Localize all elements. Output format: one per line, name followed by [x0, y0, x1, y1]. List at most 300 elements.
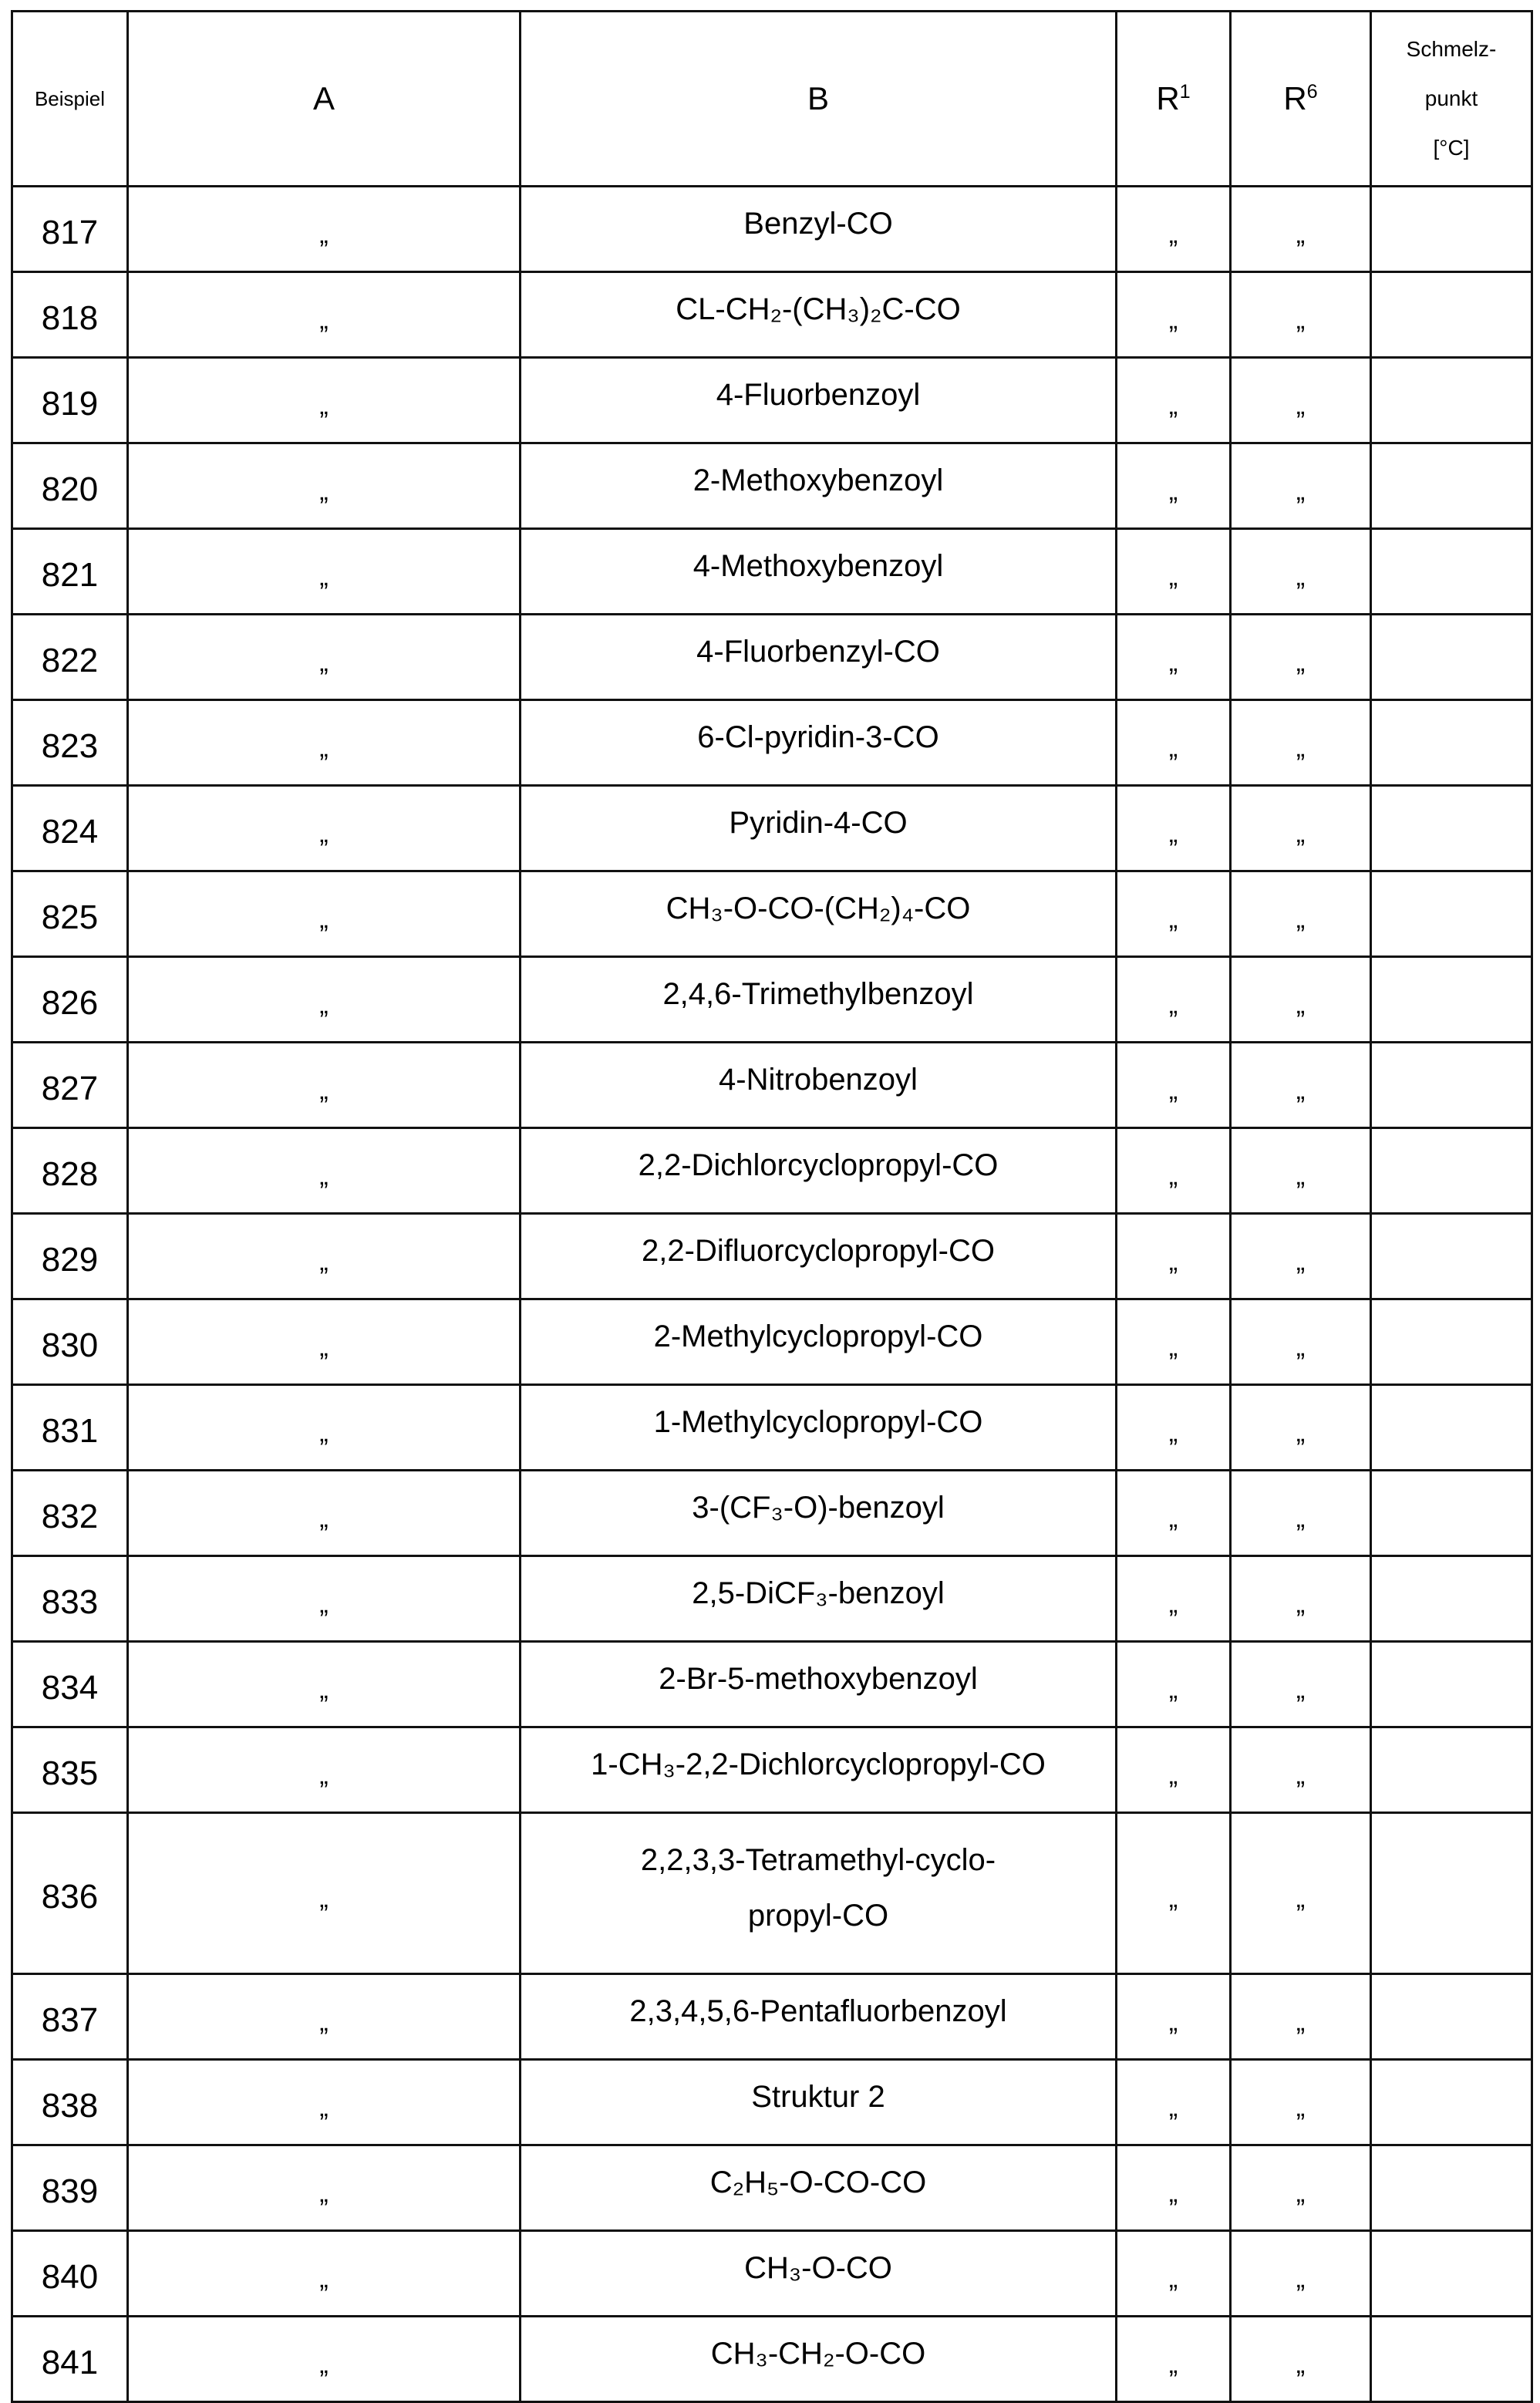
- ditto-mark: „: [1169, 1076, 1178, 1105]
- cell-a: [128, 1974, 521, 2060]
- cell-r6: [1231, 1214, 1371, 1299]
- table-row: [12, 1642, 1532, 1727]
- table-row: [12, 1813, 1532, 1974]
- cell-beispiel: [12, 1642, 128, 1727]
- ditto-mark: „: [1296, 562, 1305, 591]
- cell-r1: [1117, 1642, 1231, 1727]
- ditto-mark: „: [1169, 1884, 1178, 1913]
- cell-a: [128, 1471, 521, 1556]
- cell-schmelzpunkt: [1371, 529, 1532, 615]
- ditto-mark: „: [1296, 1884, 1305, 1913]
- cell-b: [521, 2231, 1117, 2317]
- ditto-mark: „: [319, 1675, 328, 1704]
- cell-r1: [1117, 1214, 1231, 1299]
- cell-schmelzpunkt: [1371, 1385, 1532, 1471]
- ditto-mark: „: [1169, 990, 1178, 1020]
- example-number: 830: [42, 1326, 98, 1364]
- table-row: [12, 1727, 1532, 1813]
- substituent-b: CH₃-CH₂-O-CO: [711, 2337, 925, 2371]
- substituent-b: 1-Methylcyclopropyl-CO: [654, 1405, 983, 1439]
- cell-r1: [1117, 615, 1231, 700]
- cell-a: [128, 1727, 521, 1813]
- table-row: [12, 529, 1532, 615]
- cell-schmelzpunkt: [1371, 358, 1532, 443]
- example-number: 836: [42, 1878, 98, 1916]
- cell-a: [128, 2317, 521, 2402]
- cell-beispiel: [12, 2317, 128, 2402]
- header-r1: [1117, 12, 1231, 187]
- table-row: [12, 871, 1532, 957]
- ditto-mark: „: [1296, 2093, 1305, 2122]
- cell-a: [128, 1385, 521, 1471]
- cell-r1: [1117, 1727, 1231, 1813]
- cell-r6: [1231, 358, 1371, 443]
- ditto-mark: „: [1169, 2007, 1178, 2037]
- ditto-mark: „: [1296, 648, 1305, 677]
- table-row: [12, 957, 1532, 1043]
- substituent-b: 1-CH₃-2,2-Dichlorcyclopropyl-CO: [591, 1747, 1046, 1781]
- substituent-b-continued: propyl-CO: [748, 1899, 888, 1933]
- ditto-mark: „: [1169, 648, 1178, 677]
- example-number: 837: [42, 2001, 98, 2039]
- example-number: 820: [42, 470, 98, 508]
- cell-r6: [1231, 1299, 1371, 1385]
- cell-beispiel: [12, 1471, 128, 1556]
- example-number: 835: [42, 1754, 98, 1792]
- example-number: 822: [42, 642, 98, 679]
- ditto-mark: „: [319, 1884, 328, 1913]
- cell-r6: [1231, 1385, 1371, 1471]
- cell-r1: [1117, 2060, 1231, 2145]
- schmelz-line-2: punkt: [1425, 86, 1478, 110]
- table-row: [12, 1974, 1532, 2060]
- substituent-b: CH₃-O-CO: [744, 2251, 892, 2285]
- cell-r6: [1231, 2317, 1371, 2402]
- ditto-mark: „: [1296, 2179, 1305, 2208]
- ditto-mark: „: [319, 1333, 328, 1362]
- cell-schmelzpunkt: [1371, 615, 1532, 700]
- example-number: 818: [42, 299, 98, 337]
- ditto-mark: „: [1296, 2007, 1305, 2037]
- table-row: [12, 1299, 1532, 1385]
- compound-table: [11, 10, 1533, 2403]
- example-number: 838: [42, 2087, 98, 2125]
- cell-beispiel: [12, 187, 128, 272]
- cell-a: [128, 1214, 521, 1299]
- substituent-b: 2-Methoxybenzoyl: [693, 463, 944, 497]
- cell-b: [521, 1128, 1117, 1214]
- cell-schmelzpunkt: [1371, 1556, 1532, 1642]
- example-number: 824: [42, 813, 98, 851]
- substituent-b: 2-Methylcyclopropyl-CO: [654, 1319, 983, 1353]
- cell-b: [521, 1813, 1117, 1974]
- example-number: 831: [42, 1412, 98, 1450]
- cell-r1: [1117, 1128, 1231, 1214]
- cell-a: [128, 957, 521, 1043]
- example-number: 839: [42, 2172, 98, 2210]
- ditto-mark: „: [1169, 2264, 1178, 2293]
- cell-r6: [1231, 871, 1371, 957]
- cell-b: [521, 615, 1117, 700]
- table-row: [12, 615, 1532, 700]
- ditto-mark: „: [1296, 220, 1305, 249]
- ditto-mark: „: [1296, 1418, 1305, 1448]
- ditto-mark: „: [319, 1418, 328, 1448]
- ditto-mark: „: [1169, 1418, 1178, 1448]
- ditto-mark: „: [319, 905, 328, 934]
- cell-r6: [1231, 700, 1371, 786]
- cell-a: [128, 358, 521, 443]
- substituent-b: 2,5-DiCF₃-benzoyl: [692, 1576, 945, 1610]
- cell-r6: [1231, 1813, 1371, 1974]
- ditto-mark: „: [319, 648, 328, 677]
- cell-b: [521, 1299, 1117, 1385]
- cell-b: [521, 1556, 1117, 1642]
- example-number: 821: [42, 556, 98, 594]
- cell-schmelzpunkt: [1371, 700, 1532, 786]
- substituent-b: CL-CH₂-(CH₃)₂C-CO: [676, 292, 961, 326]
- cell-r6: [1231, 2231, 1371, 2317]
- ditto-mark: „: [319, 477, 328, 506]
- ditto-mark: „: [319, 1761, 328, 1790]
- substituent-b: 4-Methoxybenzoyl: [693, 549, 944, 583]
- ditto-mark: „: [319, 1247, 328, 1276]
- cell-beispiel: [12, 957, 128, 1043]
- cell-b: [521, 1043, 1117, 1128]
- ditto-mark: „: [1296, 1076, 1305, 1105]
- ditto-mark: „: [1169, 1504, 1178, 1533]
- ditto-mark: „: [319, 305, 328, 335]
- r1-sup: 1: [1180, 81, 1191, 103]
- substituent-b: CH₃-O-CO-(CH₂)₄-CO: [666, 891, 971, 925]
- ditto-mark: „: [1169, 562, 1178, 591]
- cell-beispiel: [12, 1385, 128, 1471]
- cell-b: [521, 1642, 1117, 1727]
- ditto-mark: „: [1169, 905, 1178, 934]
- cell-b: [521, 358, 1117, 443]
- substituent-b: Pyridin-4-CO: [729, 806, 907, 840]
- cell-a: [128, 1556, 521, 1642]
- cell-schmelzpunkt: [1371, 1214, 1532, 1299]
- table-row: [12, 2145, 1532, 2231]
- schmelz-line-1: Schmelz-: [1407, 37, 1497, 61]
- cell-schmelzpunkt: [1371, 1974, 1532, 2060]
- cell-b: [521, 2060, 1117, 2145]
- cell-beispiel: [12, 1727, 128, 1813]
- ditto-mark: „: [1169, 1761, 1178, 1790]
- substituent-b: 4-Nitrobenzoyl: [719, 1063, 918, 1097]
- cell-beispiel: [12, 443, 128, 529]
- cell-r1: [1117, 1556, 1231, 1642]
- cell-schmelzpunkt: [1371, 1727, 1532, 1813]
- ditto-mark: „: [1169, 1247, 1178, 1276]
- cell-schmelzpunkt: [1371, 2317, 1532, 2402]
- table-row: [12, 187, 1532, 272]
- substituent-b: Struktur 2: [751, 2080, 885, 2114]
- cell-a: [128, 1043, 521, 1128]
- cell-beispiel: [12, 2145, 128, 2231]
- cell-schmelzpunkt: [1371, 1043, 1532, 1128]
- cell-r6: [1231, 1043, 1371, 1128]
- ditto-mark: „: [1169, 305, 1178, 335]
- ditto-mark: „: [1296, 990, 1305, 1020]
- cell-schmelzpunkt: [1371, 2060, 1532, 2145]
- cell-a: [128, 1813, 521, 1974]
- table-row: [12, 2317, 1532, 2402]
- cell-schmelzpunkt: [1371, 1299, 1532, 1385]
- example-number: 823: [42, 727, 98, 765]
- table-row: [12, 1128, 1532, 1214]
- header-b: B: [521, 12, 1117, 187]
- ditto-mark: „: [319, 990, 328, 1020]
- ditto-mark: „: [1296, 905, 1305, 934]
- cell-r1: [1117, 358, 1231, 443]
- example-number: 825: [42, 898, 98, 936]
- table-row: [12, 1556, 1532, 1642]
- ditto-mark: „: [1296, 1247, 1305, 1276]
- cell-r1: [1117, 871, 1231, 957]
- table-row: [12, 700, 1532, 786]
- ditto-mark: „: [319, 2179, 328, 2208]
- cell-r1: [1117, 1813, 1231, 1974]
- cell-schmelzpunkt: [1371, 871, 1532, 957]
- ditto-mark: „: [319, 562, 328, 591]
- ditto-mark: „: [319, 1161, 328, 1191]
- cell-a: [128, 786, 521, 871]
- example-number: 841: [42, 2344, 98, 2381]
- cell-r1: [1117, 2231, 1231, 2317]
- example-number: 840: [42, 2258, 98, 2296]
- ditto-mark: „: [1296, 819, 1305, 848]
- ditto-mark: „: [1169, 819, 1178, 848]
- table-row: [12, 443, 1532, 529]
- table-row: [12, 2231, 1532, 2317]
- cell-beispiel: [12, 1974, 128, 2060]
- substituent-b: 2,3,4,5,6-Pentafluorbenzoyl: [629, 1994, 1006, 2028]
- cell-r1: [1117, 443, 1231, 529]
- cell-b: [521, 1385, 1117, 1471]
- cell-b: [521, 700, 1117, 786]
- cell-beispiel: [12, 700, 128, 786]
- cell-r1: [1117, 1043, 1231, 1128]
- ditto-mark: „: [1169, 391, 1178, 420]
- cell-r6: [1231, 1556, 1371, 1642]
- ditto-mark: „: [1169, 1333, 1178, 1362]
- cell-b: [521, 2317, 1117, 2402]
- ditto-mark: „: [319, 2093, 328, 2122]
- r6-sup: 6: [1307, 81, 1318, 103]
- example-number: 829: [42, 1241, 98, 1279]
- ditto-mark: „: [1169, 477, 1178, 506]
- ditto-mark: „: [319, 1076, 328, 1105]
- ditto-mark: „: [1296, 733, 1305, 763]
- header-row: [12, 12, 1532, 187]
- substituent-b: 2,2-Difluorcyclopropyl-CO: [642, 1234, 995, 1268]
- cell-schmelzpunkt: [1371, 1642, 1532, 1727]
- cell-beispiel: [12, 272, 128, 358]
- cell-a: [128, 2145, 521, 2231]
- cell-r6: [1231, 2060, 1371, 2145]
- r1-base: R: [1156, 80, 1179, 116]
- ditto-mark: „: [319, 2264, 328, 2293]
- substituent-b: 6-Cl-pyridin-3-CO: [697, 720, 938, 754]
- r6-base: R: [1283, 80, 1306, 116]
- cell-r1: [1117, 2145, 1231, 2231]
- ditto-mark: „: [1169, 2350, 1178, 2379]
- ditto-mark: „: [1169, 2093, 1178, 2122]
- header-schmelzpunkt: [1371, 12, 1532, 187]
- table-row: [12, 786, 1532, 871]
- table-row: [12, 272, 1532, 358]
- cell-b: [521, 1214, 1117, 1299]
- header-beispiel: Beispiel: [12, 12, 128, 187]
- substituent-b: 2,4,6-Trimethylbenzoyl: [662, 977, 973, 1011]
- cell-schmelzpunkt: [1371, 443, 1532, 529]
- cell-beispiel: [12, 358, 128, 443]
- table-row: [12, 1385, 1532, 1471]
- cell-b: [521, 443, 1117, 529]
- cell-a: [128, 272, 521, 358]
- cell-beispiel: [12, 1299, 128, 1385]
- ditto-mark: „: [1296, 1761, 1305, 1790]
- cell-a: [128, 2231, 521, 2317]
- cell-r1: [1117, 272, 1231, 358]
- cell-r6: [1231, 529, 1371, 615]
- cell-a: [128, 871, 521, 957]
- table-row: [12, 1043, 1532, 1128]
- cell-beispiel: [12, 1556, 128, 1642]
- cell-a: [128, 1128, 521, 1214]
- cell-beispiel: [12, 1043, 128, 1128]
- ditto-mark: „: [1169, 220, 1178, 249]
- example-number: 826: [42, 984, 98, 1022]
- cell-schmelzpunkt: [1371, 1128, 1532, 1214]
- ditto-mark: „: [1169, 2179, 1178, 2208]
- table-body: [12, 187, 1532, 2402]
- header-a: A: [128, 12, 521, 187]
- example-number: 828: [42, 1155, 98, 1193]
- header-r6: [1231, 12, 1371, 187]
- example-number: 817: [42, 214, 98, 251]
- cell-beispiel: [12, 786, 128, 871]
- ditto-mark: „: [1169, 1161, 1178, 1191]
- substituent-b: 2-Br-5-methoxybenzoyl: [659, 1662, 978, 1696]
- cell-beispiel: [12, 1128, 128, 1214]
- substituent-b: 2,2,3,3-Tetramethyl-cyclo-: [641, 1843, 996, 1877]
- cell-beispiel: [12, 1214, 128, 1299]
- cell-a: [128, 700, 521, 786]
- cell-r6: [1231, 1974, 1371, 2060]
- cell-r6: [1231, 1128, 1371, 1214]
- ditto-mark: „: [1296, 1161, 1305, 1191]
- cell-r1: [1117, 1385, 1231, 1471]
- ditto-mark: „: [319, 2007, 328, 2037]
- cell-r6: [1231, 1471, 1371, 1556]
- ditto-mark: „: [319, 2350, 328, 2379]
- cell-schmelzpunkt: [1371, 1471, 1532, 1556]
- cell-schmelzpunkt: [1371, 2145, 1532, 2231]
- example-number: 833: [42, 1583, 98, 1621]
- cell-a: [128, 529, 521, 615]
- cell-a: [128, 615, 521, 700]
- cell-a: [128, 2060, 521, 2145]
- cell-r1: [1117, 957, 1231, 1043]
- cell-r1: [1117, 786, 1231, 871]
- ditto-mark: „: [1296, 2264, 1305, 2293]
- cell-r1: [1117, 2317, 1231, 2402]
- cell-a: [128, 443, 521, 529]
- cell-r1: [1117, 1974, 1231, 2060]
- cell-r6: [1231, 957, 1371, 1043]
- cell-r6: [1231, 272, 1371, 358]
- ditto-mark: „: [1169, 733, 1178, 763]
- cell-a: [128, 1299, 521, 1385]
- cell-beispiel: [12, 2060, 128, 2145]
- cell-beispiel: [12, 871, 128, 957]
- example-number: 834: [42, 1669, 98, 1707]
- substituent-b: Benzyl-CO: [743, 207, 892, 241]
- cell-schmelzpunkt: [1371, 187, 1532, 272]
- cell-r1: [1117, 187, 1231, 272]
- cell-b: [521, 187, 1117, 272]
- example-number: 832: [42, 1498, 98, 1535]
- ditto-mark: „: [319, 1504, 328, 1533]
- cell-b: [521, 957, 1117, 1043]
- ditto-mark: „: [1169, 1675, 1178, 1704]
- cell-schmelzpunkt: [1371, 272, 1532, 358]
- cell-b: [521, 1727, 1117, 1813]
- cell-r1: [1117, 1299, 1231, 1385]
- cell-beispiel: [12, 615, 128, 700]
- cell-r6: [1231, 1642, 1371, 1727]
- cell-a: [128, 187, 521, 272]
- substituent-b: C₂H₅-O-CO-CO: [710, 2165, 927, 2199]
- cell-b: [521, 871, 1117, 957]
- ditto-mark: „: [319, 733, 328, 763]
- ditto-mark: „: [319, 391, 328, 420]
- cell-r1: [1117, 1471, 1231, 1556]
- example-number: 819: [42, 385, 98, 423]
- ditto-mark: „: [1296, 1504, 1305, 1533]
- ditto-mark: „: [319, 1589, 328, 1619]
- cell-r6: [1231, 786, 1371, 871]
- substituent-b: 2,2-Dichlorcyclopropyl-CO: [639, 1148, 999, 1182]
- cell-b: [521, 2145, 1117, 2231]
- cell-b: [521, 786, 1117, 871]
- ditto-mark: „: [1296, 477, 1305, 506]
- ditto-mark: „: [1296, 1333, 1305, 1362]
- substituent-b: 3-(CF₃-O)-benzoyl: [692, 1491, 944, 1525]
- cell-b: [521, 529, 1117, 615]
- ditto-mark: „: [1296, 1675, 1305, 1704]
- table-row: [12, 1471, 1532, 1556]
- cell-r1: [1117, 700, 1231, 786]
- cell-b: [521, 272, 1117, 358]
- ditto-mark: „: [1296, 2350, 1305, 2379]
- table-row: [12, 2060, 1532, 2145]
- cell-schmelzpunkt: [1371, 1813, 1532, 1974]
- cell-b: [521, 1471, 1117, 1556]
- cell-schmelzpunkt: [1371, 957, 1532, 1043]
- table-row: [12, 358, 1532, 443]
- table-row: [12, 1214, 1532, 1299]
- cell-r6: [1231, 187, 1371, 272]
- example-number: 827: [42, 1070, 98, 1107]
- cell-r6: [1231, 443, 1371, 529]
- cell-b: [521, 1974, 1117, 2060]
- ditto-mark: „: [319, 819, 328, 848]
- ditto-mark: „: [1169, 1589, 1178, 1619]
